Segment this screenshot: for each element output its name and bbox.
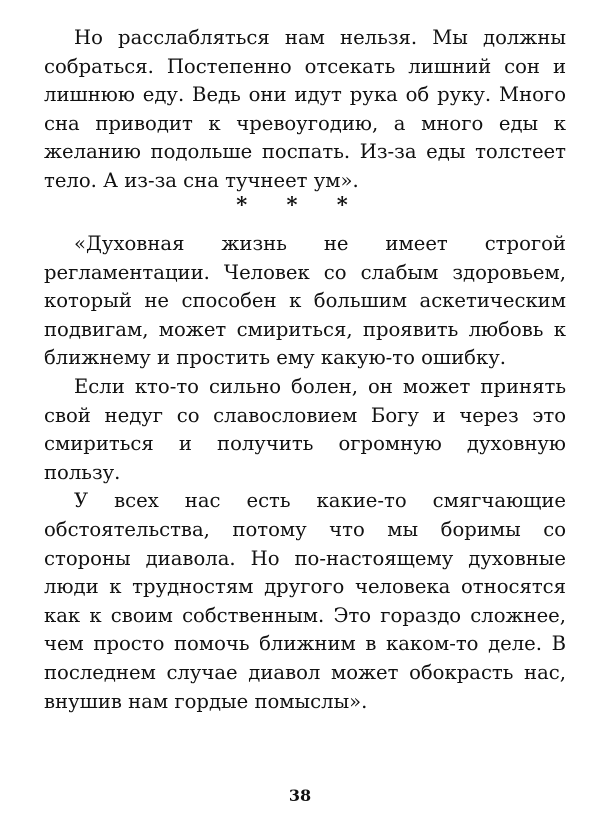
paragraph: Если кто-то сильно болен, он может принять свой недуг со славословием Богу и через это смириться и получить огромную духовную пользу. (44, 374, 566, 484)
paragraph: Но расслабляться нам нельзя. Мы должны собраться. Постепенно отсекать лишний сон и лишнюю еду. Ведь они идут рука об руку. Много сна приводит к чревоугодию, а много еды к желанию подольше поспать. Из-за еды толстеет тело. А из-за сна тучнеет ум». (44, 26, 566, 192)
text-block-main (44, 230, 566, 716)
paragraph: «Духовная жизнь не имеет строгой регламентации. Человек со слабым здоровьем, который не способен к большим аскетическим подвигам, может смириться, проявить любовь к ближнему и простить ему какую-то ошибку. (44, 232, 566, 370)
page-number: 38 (288, 786, 312, 805)
paragraph: У всех нас есть какие-то смягчающие обстоятельства, потому что мы боримы со стороны диавола. Но по-настоящему духовные люди к трудностям другого человека относятся как к своим собственным. Это гораздо сложнее, чем просто помочь ближним в каком-то деле. В последнем случае диавол может обокрасть нас, внушив нам гордые помыслы». (44, 489, 566, 713)
text-block-top (44, 24, 566, 196)
section-separator: * * * (236, 192, 364, 217)
